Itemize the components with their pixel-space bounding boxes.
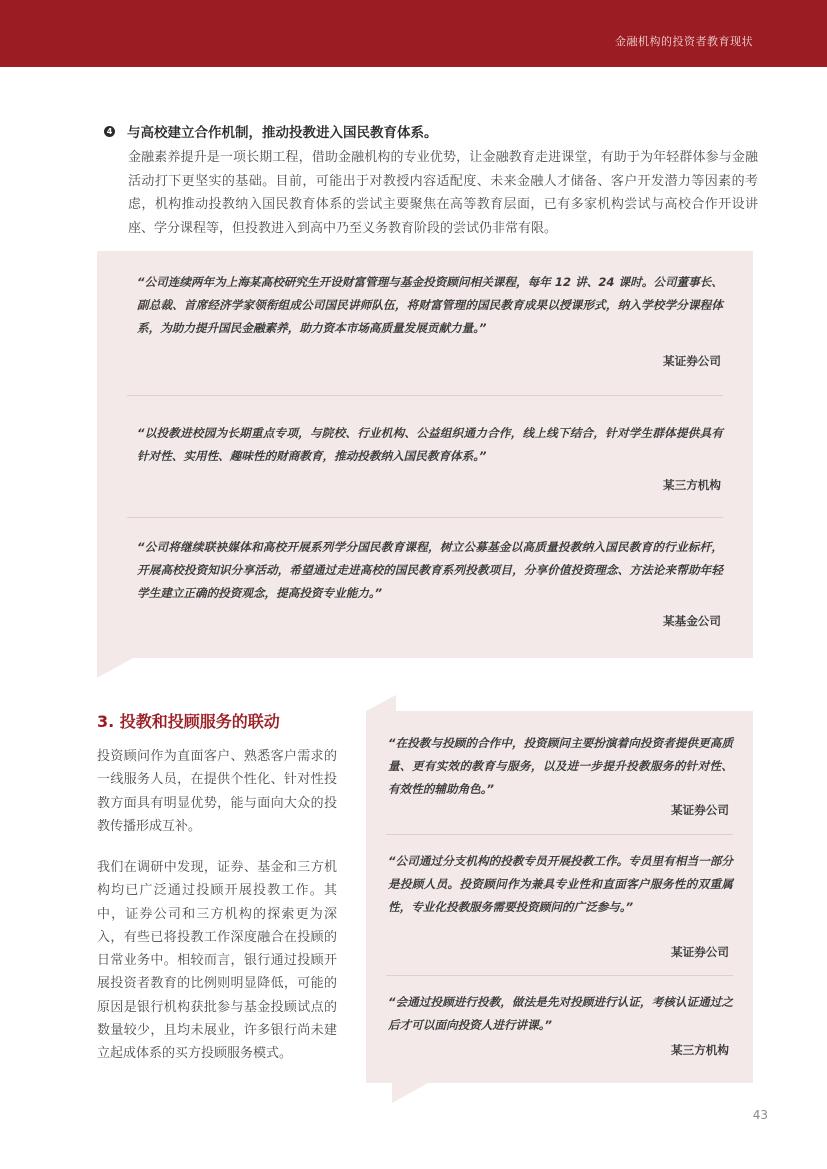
- header-bar: [0, 0, 827, 67]
- page-number: 43: [752, 1108, 768, 1122]
- quote-source: 某证券公司: [663, 354, 721, 368]
- point-heading: [104, 121, 438, 141]
- quote-source: 某证券公司: [671, 803, 729, 817]
- quote-divider: [127, 517, 723, 518]
- quote-text: “公司连续两年为上海某高校研究生开设财富管理与基金投资顾问相关课程，每年 12 讲、24 课时。公司董事长、副总裁、首席经济学家领衔组成公司国民讲师队伍，将财富管理的国民教育成果以授课形式，纳入学校学分课程体系，为助力提升国民金融素养，助力资本市场高质量发展贡献力量。”: [137, 275, 723, 335]
- header-title: 金融机构的投资者教育现状: [615, 35, 753, 48]
- section-title: 3. 投教和投顾服务的联动: [97, 712, 280, 731]
- quote-divider: [386, 834, 733, 835]
- quote-text: “公司将继续联袂媒体和高校开展系列学分国民教育课程，树立公募基金以高质量投教纳入国民教育的行业标杆，开展高校投资知识分享活动，希望通过走进高校的国民教育系列投教项目，分享价值投资理念、方法论来帮助年轻学生建立正确的投资观念，提高投资专业能力。”: [137, 540, 723, 600]
- quote-text: “公司通过分支机构的投教专员开展投教工作。专员里有相当一部分是投顾人员。投资顾问作为兼具专业性和直面客户服务性的双重属性，专业化投教服务需要投资顾问的广泛参与。”: [388, 854, 733, 914]
- quote-source: 某三方机构: [663, 478, 721, 492]
- quote-box-side: [366, 711, 753, 1083]
- quote-divider: [386, 975, 733, 976]
- quote-text: “以投教进校园为长期重点专项，与院校、行业机构、公益组织通力合作，线上线下结合，针对学生群体提供具有针对性、实用性、趣味性的财商教育，推动投教纳入国民教育体系。”: [137, 426, 723, 463]
- section-paragraph: 我们在调研中发现，证券、基金和三方机构均已广泛通过投顾开展投教工作。其中，证券公司和三方机构的探索更为深入，有些已将投教工作深度融合在投顾的日常业务中。相较而言，银行通过投顾开展投资者教育的比例则明显降低，可能的原因是银行机构获批参与基金投顾试点的数量较少，且均未展业，许多银行尚未建立起成体系的买方投顾服务模式。: [97, 860, 337, 1062]
- section-paragraph: 投资顾问作为直面客户、熟悉客户需求的一线服务人员，在提供个性化、针对性投教方面具有明显优势，能与面向大众的投教传播形成互补。: [97, 749, 337, 834]
- quote-box-top: [97, 251, 753, 658]
- quote-text: “在投教与投顾的合作中，投资顾问主要扮演着向投资者提供更高质量、更有实效的教育与服务，以及进一步提升投教服务的针对性、有效性的辅助角色。”: [388, 736, 733, 796]
- point-body: 金融素养提升是一项长期工程，借助金融机构的专业优势，让金融教育走进课堂，有助于为年轻群体参与金融活动打下更坚实的基础。目前，可能出于对教授内容适配度、未来金融人才储备、客户开发潜力等因素的考虑，机构推动投教纳入国民教育体系的尝试主要聚焦在高等教育层面，已有多家机构尝试与高校合作开设讲座、学分课程等，但投教进入到高中乃至义务教育阶段的尝试仍非常有限。: [128, 150, 758, 236]
- quote-divider: [127, 395, 723, 396]
- point-heading-text: 与高校建立合作机制，推动投教进入国民教育体系。: [127, 125, 438, 141]
- quote-text: “会通过投顾进行投教，做法是先对投顾进行认证，考核认证通过之后才可以面向投资人进行讲课。”: [388, 995, 733, 1032]
- point-number-icon: 4: [104, 126, 115, 137]
- quote-source: 某基金公司: [663, 614, 721, 628]
- quote-source: 某三方机构: [671, 1043, 729, 1057]
- quote-source: 某证券公司: [671, 945, 729, 959]
